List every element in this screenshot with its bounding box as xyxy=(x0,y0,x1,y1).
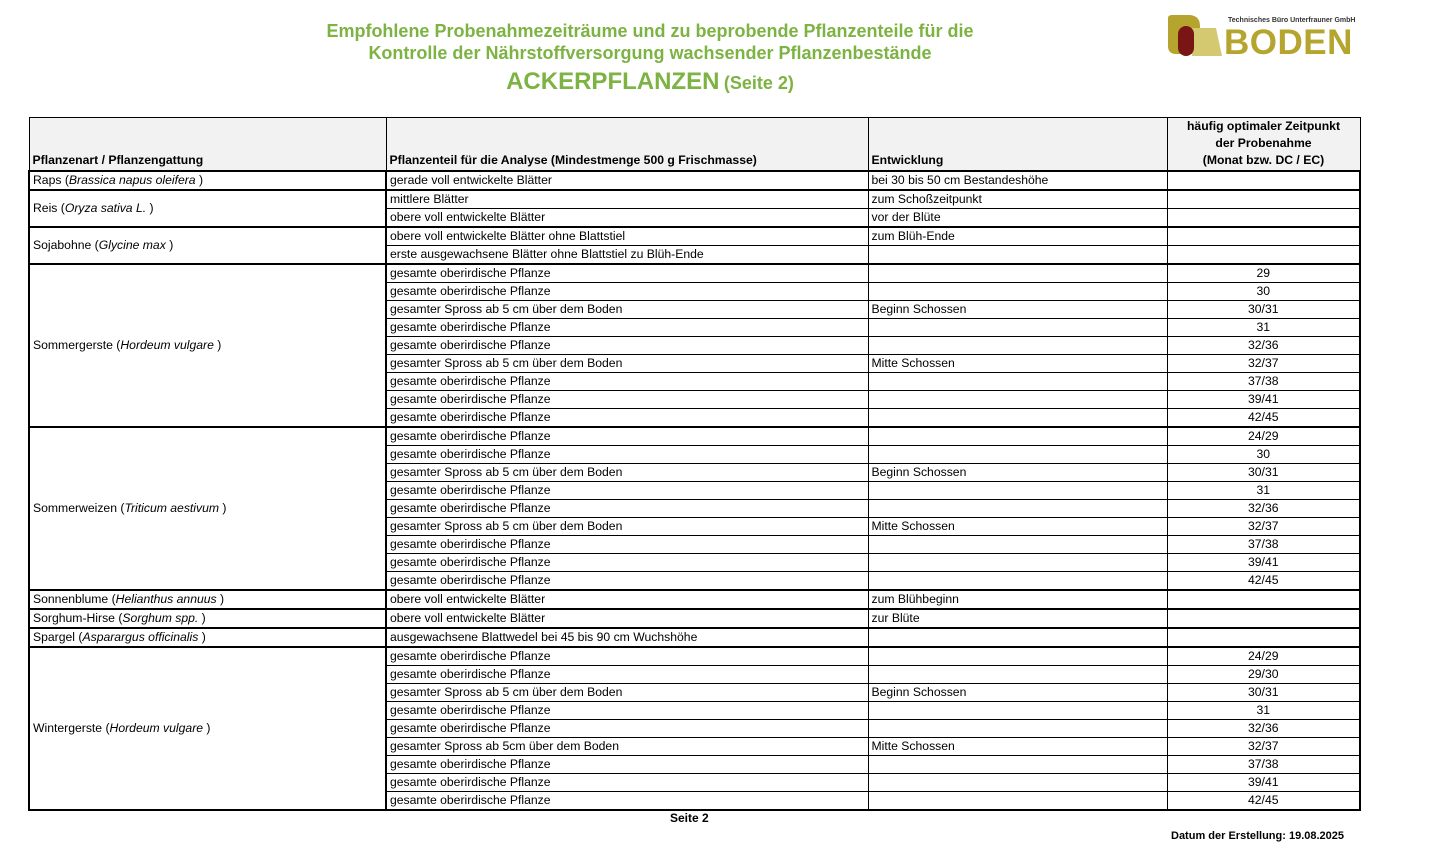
table-row xyxy=(29,171,1360,190)
sampling-time-cell: 30/31 xyxy=(1167,684,1360,702)
development-stage-cell xyxy=(868,500,1167,518)
logo-wordmark: BODEN xyxy=(1224,23,1353,62)
development-stage-cell: Mitte Schossen xyxy=(868,355,1167,373)
development-stage-cell xyxy=(868,482,1167,500)
plant-part-cell: gesamte oberirdische Pflanze xyxy=(386,647,868,666)
sampling-time-cell xyxy=(1167,609,1360,628)
development-stage-cell: Beginn Schossen xyxy=(868,301,1167,319)
subtitle-page: (Seite 2) xyxy=(723,73,794,93)
sampling-time-cell xyxy=(1167,209,1360,228)
plant-part-cell: obere voll entwickelte Blätter ohne Blattstiel xyxy=(386,227,868,246)
sampling-time-cell: 32/36 xyxy=(1167,337,1360,355)
sampling-time-cell: 31 xyxy=(1167,702,1360,720)
column-header-time-line-2: der Probenahme xyxy=(1215,136,1312,150)
plant-latin-name: Oryza sativa L. xyxy=(64,201,147,215)
sampling-time-cell: 37/38 xyxy=(1167,373,1360,391)
development-stage-cell xyxy=(868,702,1167,720)
table-body xyxy=(29,171,1360,810)
plant-part-cell: gesamter Spross ab 5 cm über dem Boden xyxy=(386,355,868,373)
development-stage-cell xyxy=(868,666,1167,684)
sampling-time-cell: 42/45 xyxy=(1167,572,1360,591)
plant-part-cell: gesamte oberirdische Pflanze xyxy=(386,756,868,774)
plant-part-cell: gesamte oberirdische Pflanze xyxy=(386,283,868,301)
development-stage-cell: zum Blühbeginn xyxy=(868,590,1167,609)
logo-mark-icon xyxy=(1166,14,1224,60)
plant-paren-open: ( xyxy=(75,630,83,644)
plant-part-cell: gesamte oberirdische Pflanze xyxy=(386,391,868,409)
sampling-time-cell: 29/30 xyxy=(1167,666,1360,684)
plant-paren-close: ) xyxy=(146,201,154,215)
document-header xyxy=(200,20,1100,99)
plant-name-cell xyxy=(29,628,386,647)
sampling-time-cell: 24/29 xyxy=(1167,427,1360,446)
plant-part-cell: mittlere Blätter xyxy=(386,190,868,209)
plant-common-name: Raps xyxy=(33,173,62,187)
development-stage-cell xyxy=(868,554,1167,572)
table-header-row xyxy=(29,118,1360,172)
sampling-time-cell: 37/38 xyxy=(1167,756,1360,774)
development-stage-cell xyxy=(868,774,1167,792)
plant-paren-close: ) xyxy=(219,501,227,515)
development-stage-cell xyxy=(868,756,1167,774)
plant-latin-name: Hordeum vulgare xyxy=(109,721,204,735)
sampling-time-cell: 29 xyxy=(1167,264,1360,283)
plant-part-cell: gesamter Spross ab 5cm über dem Boden xyxy=(386,738,868,756)
sampling-time-cell: 30/31 xyxy=(1167,301,1360,319)
sampling-time-cell: 39/41 xyxy=(1167,554,1360,572)
plant-part-cell: gesamte oberirdische Pflanze xyxy=(386,500,868,518)
plant-paren-close: ) xyxy=(203,721,211,735)
plant-paren-open: ( xyxy=(91,238,99,252)
table-row xyxy=(29,609,1360,628)
development-stage-cell xyxy=(868,246,1167,265)
plant-part-cell: gesamte oberirdische Pflanze xyxy=(386,409,868,428)
plant-paren-close: ) xyxy=(195,173,204,187)
development-stage-cell xyxy=(868,446,1167,464)
development-stage-cell: Beginn Schossen xyxy=(868,464,1167,482)
sampling-time-cell xyxy=(1167,171,1360,190)
sampling-time-cell: 39/41 xyxy=(1167,391,1360,409)
development-stage-cell xyxy=(868,264,1167,283)
title-line-1: Empfohlene Probenahmezeiträume und zu beprobende Pflanzenteile für die xyxy=(326,21,974,41)
plant-paren-close: ) xyxy=(213,338,222,352)
plant-paren-open: ( xyxy=(117,501,125,515)
plant-part-cell: gesamter Spross ab 5 cm über dem Boden xyxy=(386,464,868,482)
plant-paren-open: ( xyxy=(61,173,69,187)
sampling-time-cell: 32/37 xyxy=(1167,518,1360,536)
table-row xyxy=(29,427,1360,446)
plant-name-cell xyxy=(29,171,386,190)
plant-common-name: Wintergerste xyxy=(33,721,103,735)
sampling-time-cell: 30 xyxy=(1167,283,1360,301)
plant-common-name: Sommergerste xyxy=(33,338,113,352)
plant-part-cell: obere voll entwickelte Blätter xyxy=(386,609,868,628)
sampling-table xyxy=(28,117,1361,811)
plant-part-cell: gesamte oberirdische Pflanze xyxy=(386,702,868,720)
subtitle xyxy=(200,68,1100,99)
plant-latin-name: Asparargus officinalis xyxy=(82,630,199,644)
subtitle-main: ACKERPFLANZEN xyxy=(506,68,720,95)
plant-name-cell xyxy=(29,590,386,609)
column-header-time-line-3: (Monat bzw. DC / EC) xyxy=(1202,153,1325,167)
plant-name-cell xyxy=(29,647,386,810)
sampling-time-cell xyxy=(1167,590,1360,609)
column-header-stage: Entwicklung xyxy=(868,118,1167,172)
development-stage-cell: vor der Blüte xyxy=(868,209,1167,228)
table-row xyxy=(29,264,1360,283)
plant-latin-name: Helianthus annuus xyxy=(115,592,217,606)
plant-paren-open: ( xyxy=(108,592,116,606)
plant-name-cell xyxy=(29,427,386,590)
sampling-time-cell: 32/37 xyxy=(1167,355,1360,373)
plant-part-cell: gesamte oberirdische Pflanze xyxy=(386,337,868,355)
creation-date: Datum der Erstellung: 19.08.2025 xyxy=(1171,830,1345,842)
development-stage-cell: Beginn Schossen xyxy=(868,684,1167,702)
plant-latin-name: Sorghum spp. xyxy=(122,611,199,625)
development-stage-cell xyxy=(868,337,1167,355)
development-stage-cell xyxy=(868,319,1167,337)
development-stage-cell xyxy=(868,409,1167,428)
plant-part-cell: gesamter Spross ab 5 cm über dem Boden xyxy=(386,518,868,536)
development-stage-cell xyxy=(868,647,1167,666)
plant-latin-name: Triticum aestivum xyxy=(124,501,220,515)
plant-part-cell: gesamte oberirdische Pflanze xyxy=(386,446,868,464)
development-stage-cell: Mitte Schossen xyxy=(868,738,1167,756)
development-stage-cell: zur Blüte xyxy=(868,609,1167,628)
development-stage-cell: bei 30 bis 50 cm Bestandeshöhe xyxy=(868,171,1167,190)
boden-logo xyxy=(1166,14,1362,60)
sampling-time-cell: 24/29 xyxy=(1167,647,1360,666)
logo-company-name: Technisches Büro Unterfrauner GmbH xyxy=(1228,17,1356,24)
plant-part-cell: gesamte oberirdische Pflanze xyxy=(386,427,868,446)
table-row xyxy=(29,647,1360,666)
plant-paren-open: ( xyxy=(57,201,65,215)
title-line-2: Kontrolle der Nährstoffversorgung wachsender Pflanzenbestände xyxy=(368,43,932,63)
sampling-time-cell: 31 xyxy=(1167,319,1360,337)
plant-name-cell xyxy=(29,264,386,427)
plant-paren-open: ( xyxy=(102,721,110,735)
plant-part-cell: gesamter Spross ab 5 cm über dem Boden xyxy=(386,301,868,319)
sampling-time-cell: 39/41 xyxy=(1167,774,1360,792)
plant-common-name: Reis xyxy=(33,201,58,215)
plant-paren-close: ) xyxy=(198,630,206,644)
plant-paren-close: ) xyxy=(216,592,225,606)
plant-part-cell: gesamte oberirdische Pflanze xyxy=(386,264,868,283)
sampling-time-cell: 30/31 xyxy=(1167,464,1360,482)
plant-part-cell: gesamte oberirdische Pflanze xyxy=(386,373,868,391)
development-stage-cell xyxy=(868,391,1167,409)
plant-name-cell xyxy=(29,609,386,628)
plant-part-cell: gesamte oberirdische Pflanze xyxy=(386,720,868,738)
development-stage-cell xyxy=(868,427,1167,446)
column-header-time-line-1: häufig optimaler Zeitpunkt xyxy=(1186,119,1341,133)
plant-part-cell: gesamte oberirdische Pflanze xyxy=(386,554,868,572)
sampling-time-cell xyxy=(1167,628,1360,647)
plant-common-name: Sommerweizen xyxy=(33,501,117,515)
plant-part-cell: gesamte oberirdische Pflanze xyxy=(386,666,868,684)
plant-part-cell: gerade voll entwickelte Blätter xyxy=(386,171,868,190)
development-stage-cell xyxy=(868,572,1167,591)
plant-latin-name: Brassica napus oleifera xyxy=(68,173,196,187)
sampling-time-cell xyxy=(1167,246,1360,265)
plant-common-name: Sonnenblume xyxy=(33,592,109,606)
sampling-time-cell: 42/45 xyxy=(1167,409,1360,428)
plant-name-cell xyxy=(29,190,386,227)
plant-latin-name: Hordeum vulgare xyxy=(120,338,214,352)
sampling-time-cell xyxy=(1167,190,1360,209)
column-header-part: Pflanzenteil für die Analyse (Mindestmenge 500 g Frischmasse) xyxy=(386,118,868,172)
table-row xyxy=(29,227,1360,246)
sampling-time-cell: 31 xyxy=(1167,482,1360,500)
development-stage-cell xyxy=(868,792,1167,811)
table-row xyxy=(29,590,1360,609)
development-stage-cell: Mitte Schossen xyxy=(868,518,1167,536)
plant-common-name: Sojabohne xyxy=(33,238,92,252)
development-stage-cell: zum Schoßzeitpunkt xyxy=(868,190,1167,209)
development-stage-cell xyxy=(868,373,1167,391)
development-stage-cell: zum Blüh-Ende xyxy=(868,227,1167,246)
sampling-time-cell: 32/37 xyxy=(1167,738,1360,756)
plant-part-cell: gesamte oberirdische Pflanze xyxy=(386,536,868,554)
plant-part-cell: gesamte oberirdische Pflanze xyxy=(386,572,868,591)
plant-paren-open: ( xyxy=(112,338,121,352)
development-stage-cell xyxy=(868,536,1167,554)
plant-part-cell: obere voll entwickelte Blätter xyxy=(386,209,868,228)
plant-common-name: Sorghum-Hirse xyxy=(33,611,115,625)
plant-part-cell: gesamter Spross ab 5 cm über dem Boden xyxy=(386,684,868,702)
sampling-time-cell xyxy=(1167,227,1360,246)
plant-common-name: Spargel xyxy=(33,630,76,644)
plant-part-cell: obere voll entwickelte Blätter xyxy=(386,590,868,609)
plant-part-cell: ausgewachsene Blattwedel bei 45 bis 90 cm Wuchshöhe xyxy=(386,628,868,647)
plant-part-cell: gesamte oberirdische Pflanze xyxy=(386,774,868,792)
column-header-plant: Pflanzenart / Pflanzengattung xyxy=(29,118,386,172)
sampling-time-cell: 30 xyxy=(1167,446,1360,464)
plant-latin-name: Glycine max xyxy=(98,238,166,252)
plant-part-cell: gesamte oberirdische Pflanze xyxy=(386,792,868,811)
plant-paren-close: ) xyxy=(165,238,174,252)
sampling-time-cell: 32/36 xyxy=(1167,720,1360,738)
table-row xyxy=(29,190,1360,209)
plant-paren-open: ( xyxy=(114,611,123,625)
plant-paren-close: ) xyxy=(198,611,206,625)
plant-part-cell: gesamte oberirdische Pflanze xyxy=(386,319,868,337)
sampling-time-cell: 42/45 xyxy=(1167,792,1360,811)
plant-name-cell xyxy=(29,227,386,264)
plant-part-cell: gesamte oberirdische Pflanze xyxy=(386,482,868,500)
table-row xyxy=(29,628,1360,647)
plant-part-cell: erste ausgewachsene Blätter ohne Blattstiel zu Blüh-Ende xyxy=(386,246,868,265)
sampling-time-cell: 32/36 xyxy=(1167,500,1360,518)
page-number: Seite 2 xyxy=(670,811,709,825)
sampling-time-cell: 37/38 xyxy=(1167,536,1360,554)
column-header-time xyxy=(1167,118,1360,172)
development-stage-cell xyxy=(868,720,1167,738)
development-stage-cell xyxy=(868,628,1167,647)
development-stage-cell xyxy=(868,283,1167,301)
